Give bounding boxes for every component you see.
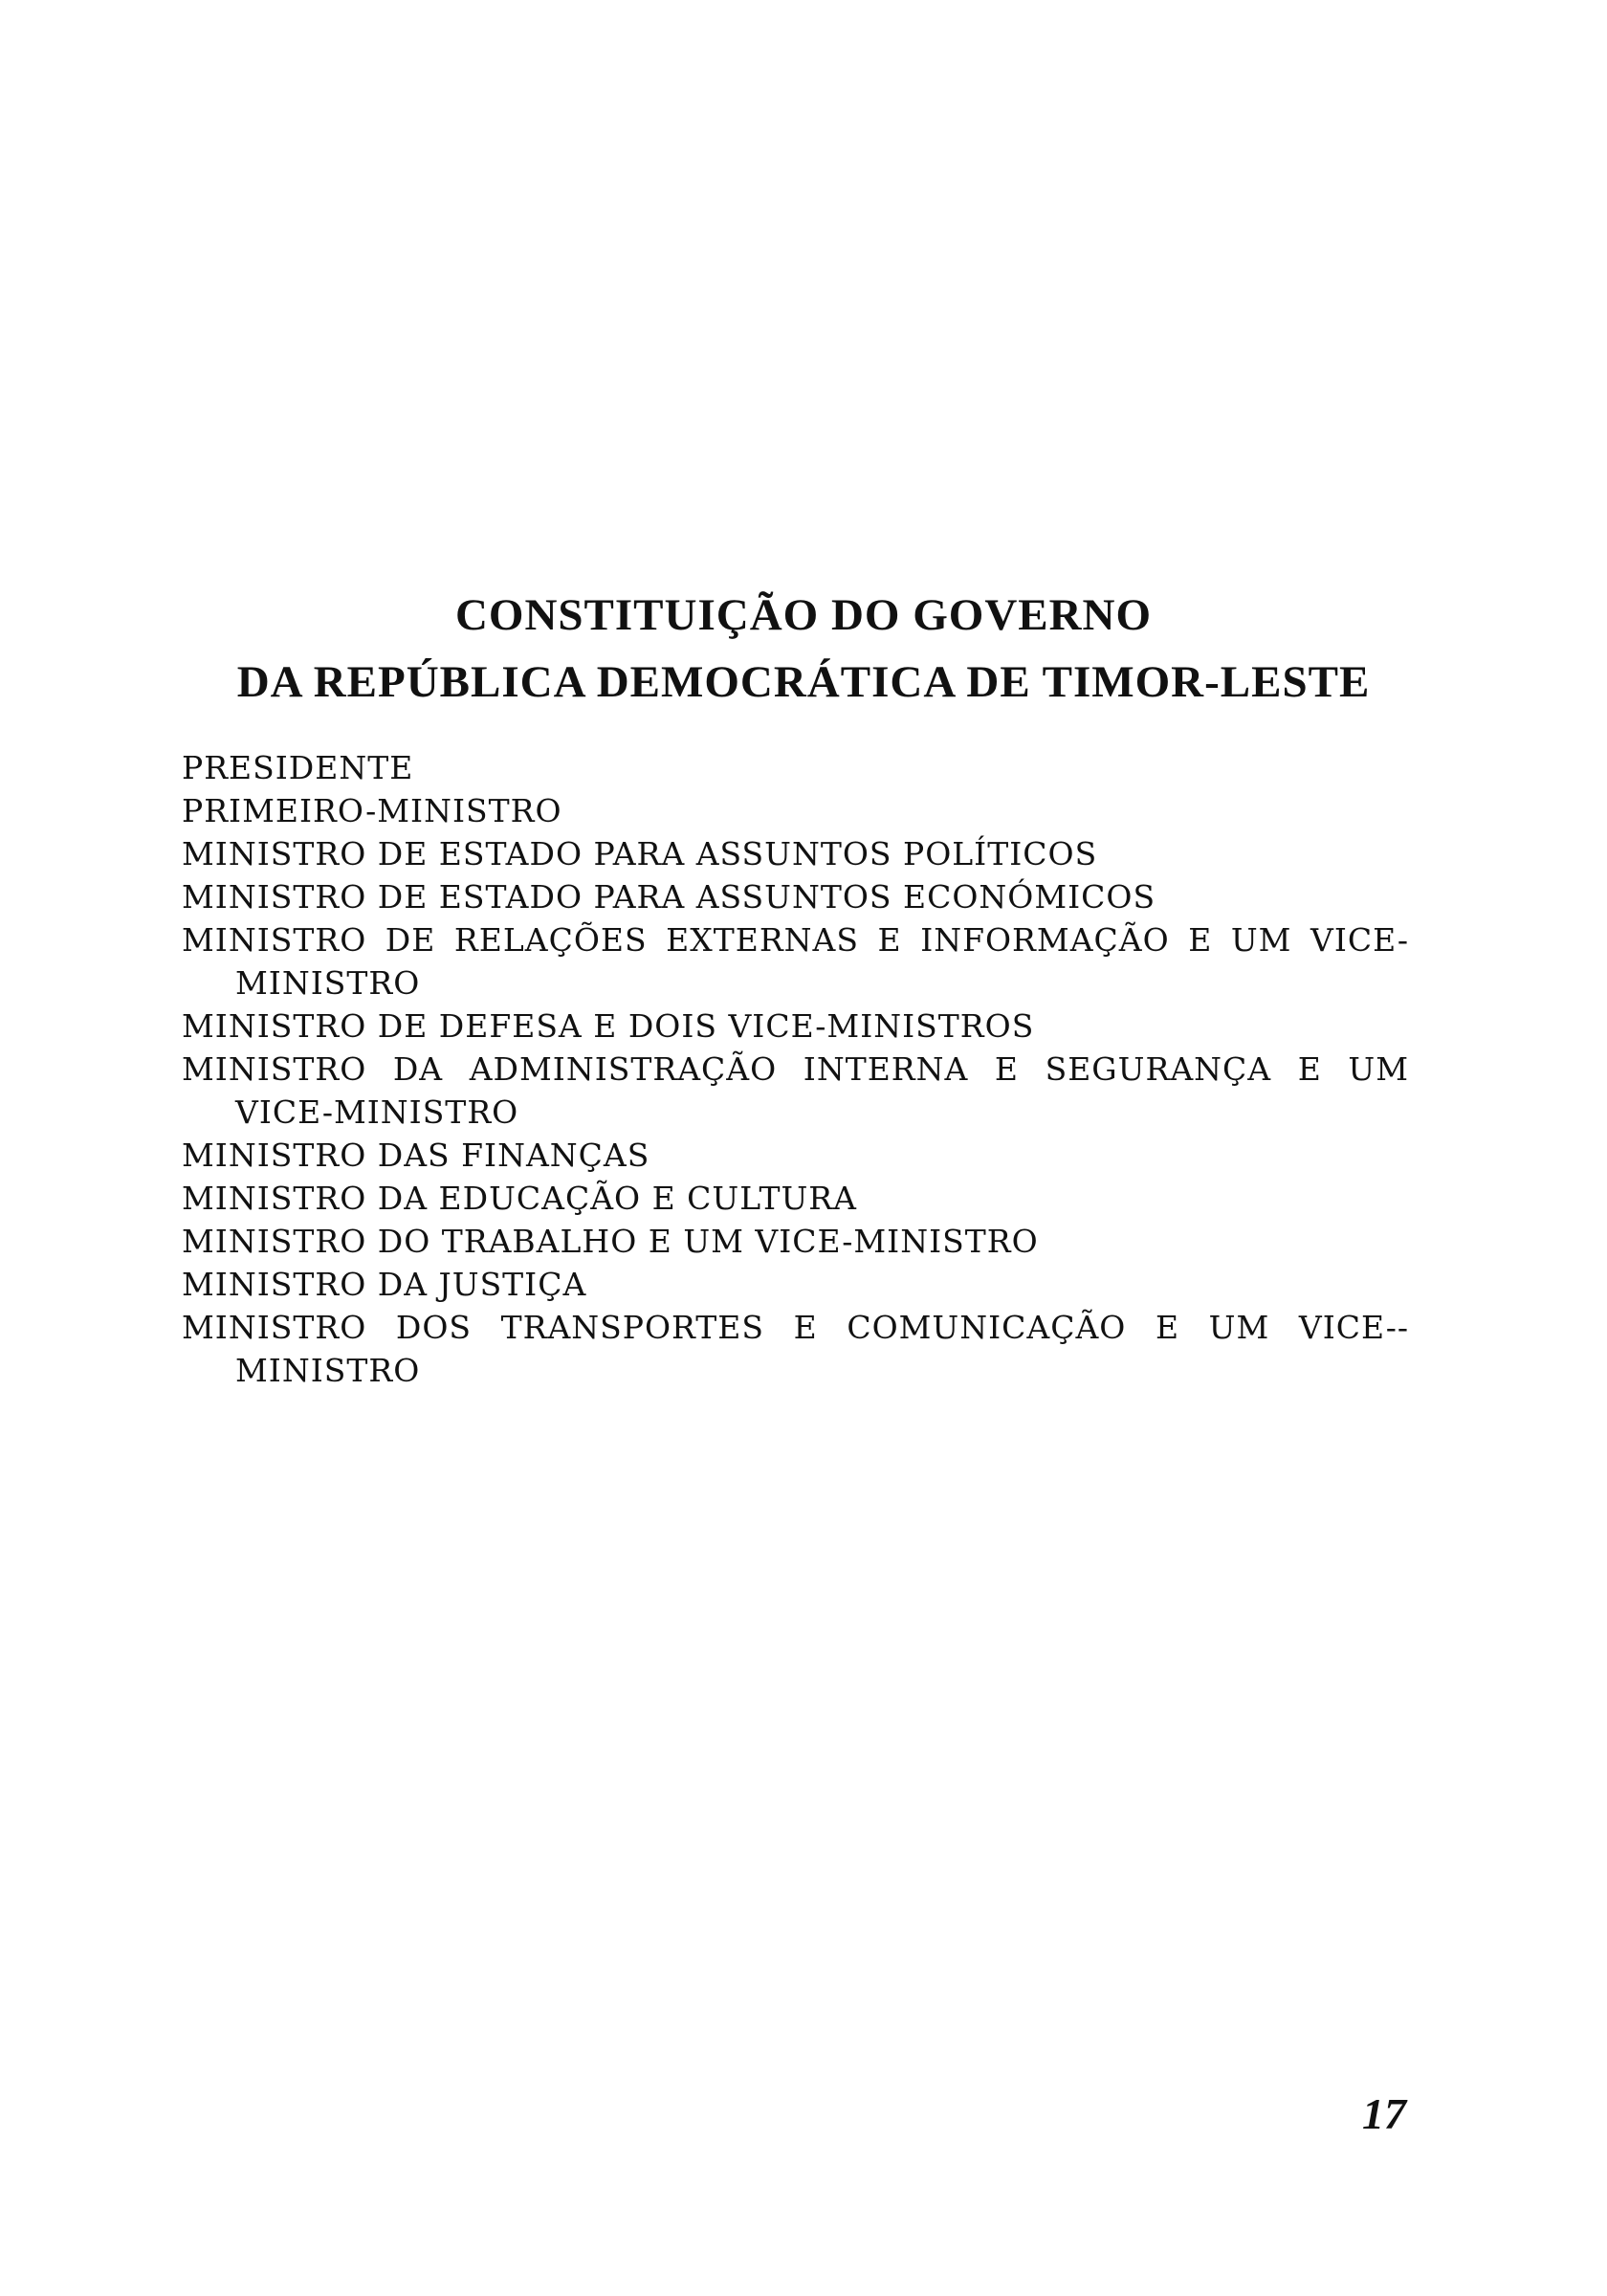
- position-minister-defense: MINISTRO DE DEFESA E DOIS VICE-MINISTROS: [182, 1007, 1035, 1045]
- position-minister-external-relations: MINISTRO DE RELAÇÕES EXTERNAS E INFORMAÇÃO E UM VICE-MINISTRO: [182, 921, 1409, 1002]
- position-minister-labour: MINISTRO DO TRABALHO E UM VICE-MINISTRO: [182, 1223, 1039, 1260]
- heading-line-1: CONSTITUIÇÃO DO GOVERNO: [454, 590, 1153, 640]
- position-minister-finance: MINISTRO DAS FINANÇAS: [182, 1137, 650, 1174]
- position-prime-minister: PRIMEIRO-MINISTRO: [182, 792, 562, 829]
- position-minister-internal-administration: MINISTRO DA ADMINISTRAÇÃO INTERNA E SEGURANÇA E UM VICE-MINISTRO: [182, 1050, 1409, 1131]
- position-minister-political-affairs: MINISTRO DE ESTADO PARA ASSUNTOS POLÍTICOS: [182, 835, 1098, 872]
- position-minister-education-culture: MINISTRO DA EDUCAÇÃO E CULTURA: [182, 1180, 857, 1217]
- position-minister-justice: MINISTRO DA JUSTIÇA: [182, 1266, 587, 1303]
- position-president: PRESIDENTE: [182, 749, 414, 786]
- page-number: 17: [1362, 2089, 1406, 2138]
- position-minister-transport-communication: MINISTRO DOS TRANSPORTES E COMUNICAÇÃO E UM VICE--MINISTRO: [182, 1309, 1409, 1389]
- position-minister-economic-affairs: MINISTRO DE ESTADO PARA ASSUNTOS ECONÓMICOS: [182, 878, 1156, 916]
- government-positions-list: [182, 746, 1409, 1392]
- heading-line-2: DA REPÚBLICA DEMOCRÁTICA DE TIMOR-LESTE: [236, 657, 1371, 707]
- document-heading: [0, 582, 1607, 716]
